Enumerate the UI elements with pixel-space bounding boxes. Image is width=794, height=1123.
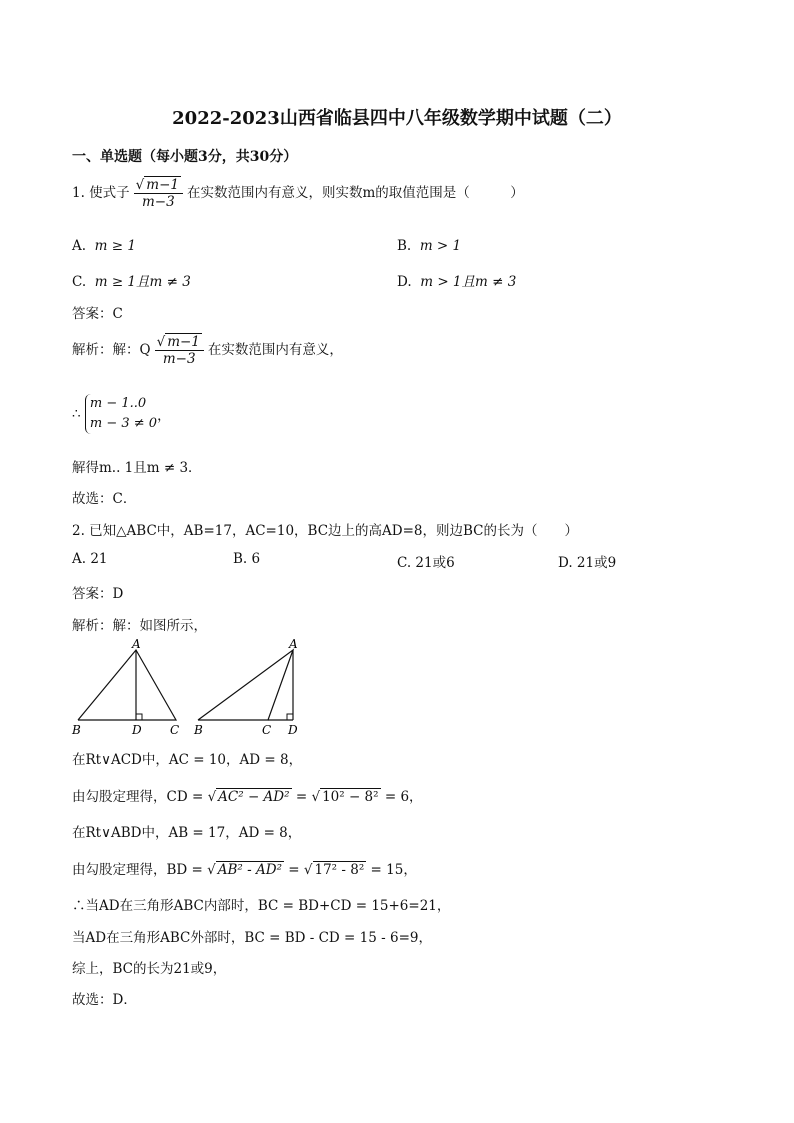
line2-prefix: 由勾股定理得，CD = — [72, 789, 204, 805]
fig2-label-a: A — [289, 638, 298, 651]
line4-radicand-2: 17² - 8² — [314, 862, 365, 878]
fig1-label-c: C — [170, 723, 180, 737]
q2-line4: 由勾股定理得，BD = √ AB² - AD² = √ 17² - 8² = 15， — [72, 862, 417, 878]
option-label: B. — [397, 238, 412, 254]
q2-option-b[interactable]: B. 6 — [233, 551, 261, 567]
q2-option-a[interactable]: A. 21 — [72, 551, 108, 567]
q2-analysis: 解析：解：如图所示， — [72, 618, 207, 634]
line2-end: = 6， — [384, 789, 423, 805]
q2-line2: 由勾股定理得，CD = √ AC² − AD² = √ 10² − 8² = 6， — [72, 789, 423, 805]
option-label: D. — [397, 274, 412, 290]
line2-equals: = — [295, 789, 308, 805]
fig1-label-d: D — [132, 723, 142, 737]
figure-2 — [193, 638, 298, 737]
equation-system — [85, 394, 157, 434]
fig2-label-b: B — [194, 723, 203, 737]
therefore-symbol: ∴ — [72, 406, 81, 422]
system-comma: ， — [157, 408, 171, 424]
q1-prefix: 1. 使式子 — [72, 185, 130, 201]
triangle-1 — [78, 650, 176, 720]
option-text: m > 1且m ≠ 3 — [420, 274, 517, 290]
q1-analysis-den: m−3 — [162, 351, 196, 367]
triangle-figures — [66, 638, 316, 742]
q1-analysis-prefix: 解析：解：Q — [72, 342, 151, 358]
page-title: 2022-2023山西省临县四中八年级数学期中试题（二） — [172, 108, 622, 129]
line2-radicand-2: 10² − 8² — [322, 789, 379, 805]
q1-analysis-suffix: 在实数范围内有意义， — [207, 342, 343, 358]
line4-prefix: 由勾股定理得，BD = — [72, 862, 203, 878]
figure-1 — [71, 638, 179, 737]
q1-fraction: $\frac{√ m-1}{m-3}$ — [134, 177, 183, 210]
q1-frac-den: m−3 — [141, 194, 175, 210]
q1-answer: 答案：C — [72, 306, 123, 322]
option-text: m ≥ 1且m ≠ 3 — [94, 274, 191, 290]
q2-option-c[interactable]: C. 21或6 — [397, 555, 455, 571]
fig1-label-a: A — [132, 638, 141, 651]
system-line-1: m − 1..0 — [89, 396, 147, 411]
q2-line7: 综上，BC的长为21或9， — [72, 961, 227, 977]
fig2-label-c: C — [262, 723, 272, 737]
q1-system — [72, 394, 171, 434]
q1-analysis-num: m−1 — [167, 334, 200, 350]
triangle-2 — [198, 650, 293, 720]
line2-radicand-1: AC² − AD² — [218, 789, 290, 805]
line4-equals: = — [288, 862, 300, 878]
option-text: m > 1 — [419, 238, 462, 254]
option-label: C. — [72, 274, 87, 290]
right-angle-mark-2 — [287, 714, 293, 720]
q1-option-c[interactable] — [72, 270, 191, 290]
q1-stem — [72, 177, 524, 210]
q2-line5: ∴当AD在三角形ABC内部时，BC = BD+CD = 15+6=21， — [72, 898, 451, 914]
q1-solve: 解得m.. 1且m ≠ 3． — [72, 460, 202, 476]
option-text: m ≥ 1 — [94, 238, 136, 254]
q1-option-b[interactable] — [397, 238, 461, 254]
q2-line3: 在Rt∨ABD中，AB = 17，AD = 8， — [72, 825, 302, 841]
fig1-label-b: B — [72, 723, 81, 737]
q2-line1: 在Rt∨ACD中，AC = 10，AD = 8， — [72, 752, 303, 768]
q1-option-a[interactable] — [72, 238, 136, 254]
q1-frac-num: m−1 — [146, 177, 179, 193]
q1-analysis — [72, 334, 343, 367]
section-heading: 一、单选题（每小题3分，共30分） — [72, 149, 298, 165]
right-angle-mark-1 — [136, 714, 142, 720]
q2-stem: 2. 已知△ABC中，AB=17，AC=10，BC边上的高AD=8，则边BC的长为（ ） — [72, 523, 579, 539]
q1-choose: 故选：C． — [72, 491, 137, 507]
q2-option-d[interactable]: D. 21或9 — [558, 555, 617, 571]
q1-option-d[interactable] — [397, 270, 516, 290]
fig2-label-d: D — [288, 723, 298, 737]
line4-radicand-1: AB² - AD² — [217, 862, 282, 878]
q1-analysis-fraction: $\frac{√ m-1}{m-3}$ — [155, 334, 204, 367]
q2-line6: 当AD在三角形ABC外部时，BC = BD - CD = 15 - 6=9， — [72, 930, 432, 946]
system-line-2: m − 3 ≠ 0 — [89, 416, 158, 431]
option-label: A. — [72, 238, 87, 254]
q2-answer: 答案：D — [72, 586, 124, 602]
q2-line8: 故选：D． — [72, 992, 137, 1008]
line4-end: = 15， — [370, 862, 417, 878]
q1-suffix: 在实数范围内有意义，则实数m的取值范围是（ ） — [186, 185, 524, 201]
